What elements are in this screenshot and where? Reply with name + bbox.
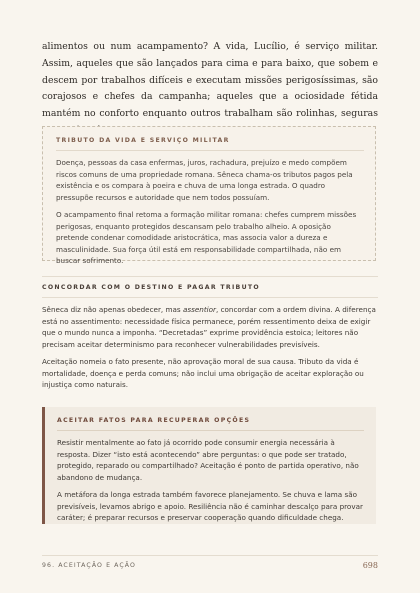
agree-paragraph-1	[42, 304, 378, 350]
accept-paragraph-2: A metáfora da longa estrada também favorece planejamento. Se chuva e lama são previsíveis, levamos abrigo e apoio. Resiliência não é caminhar descalço para provar caráter; é preparar recursos e preservar cooperação quando dificuldade chega.	[57, 490, 363, 522]
agree-section	[42, 276, 378, 391]
page-footer	[42, 555, 378, 570]
tribute-paragraph-2: O acampamento final retoma a formação militar romana: chefes cumprem missões perigosas, enquanto protegidos descansam pelo trabalho alheio. A oposição pretende condenar comodidade aristocrática, mas associa valor a dureza e masculinidade. Sua força útil está em responsabilidade compartilhada, não em buscar sofrimento.	[56, 210, 357, 265]
tribute-paragraph-1: Doença, pessoas da casa enfermas, juros, rachadura, prejuízo e medo compõem riscos comuns de uma propriedade romana. Sêneca chama-os tributos pagos pela existência e os compara à poeira e chuva de uma longa estrada. O quadro pressupõe recursos e autoridade que nem todos possuíam.	[56, 158, 353, 202]
agree-divider	[42, 297, 378, 298]
footer-page-number: 698	[362, 561, 378, 570]
agree-paragraph-1-end: , concordar com a ordem divina. A diferença está no assentimento: necessidade física permanece, porém ressentimento deixa de exigir que o mundo nunca a imponha. “Decretadas” exprime providência estoica; leitores não precisam aceitar determinismo para reconhecer vulnerabilidades previsíveis.	[42, 305, 376, 349]
agree-paragraph-1-emphasis: assentior	[182, 305, 216, 314]
accept-paragraph-1: Resistir mentalmente ao fato já ocorrido pode consumir energia necessária à resposta. Dizer “isto está acontecendo” abre perguntas: o que pode ser tratado, protegido, reparado ou compartilhado? Aceitação é ponto de partida operativo, não abandono de mudança.	[57, 438, 359, 482]
accept-callout-box	[42, 407, 376, 524]
tribute-sidebar-box	[42, 126, 376, 265]
agree-paragraph-1-start: Sêneca diz não apenas obedecer, mas	[42, 305, 183, 314]
agree-paragraph-2: Aceitação nomeia o fato presente, não aprovação moral de sua causa. Tributo da vida é mortalidade, doença e perda comuns; não inclui uma obrigação de aceitar exploração ou injustiça como naturais.	[42, 357, 364, 389]
footer-chapter-title: 96. ACEITAÇÃO E AÇÃO	[42, 562, 137, 569]
intro-paragraph: alimentos ou num acampamento? A vida, Lucílio, é serviço militar. Assim, aqueles que são lançados para cima e para baixo, que sobem e descem por trabalhos difíceis e executam missões perigosíssimas, são corajosos e chefes da campanha; aqueles que a ociosidade fétida mantém no conforto enquanto outros trabalham são rolinhas, seguras	[42, 41, 378, 120]
tribute-heading: TRIBUTO DA VIDA E SERVIÇO MILITAR	[56, 137, 364, 151]
accept-heading: ACEITAR FATOS PARA RECUPERAR OPÇÕES	[57, 417, 364, 431]
agree-heading: CONCORDAR COM O DESTINO E PAGAR TRIBUTO	[42, 284, 260, 291]
